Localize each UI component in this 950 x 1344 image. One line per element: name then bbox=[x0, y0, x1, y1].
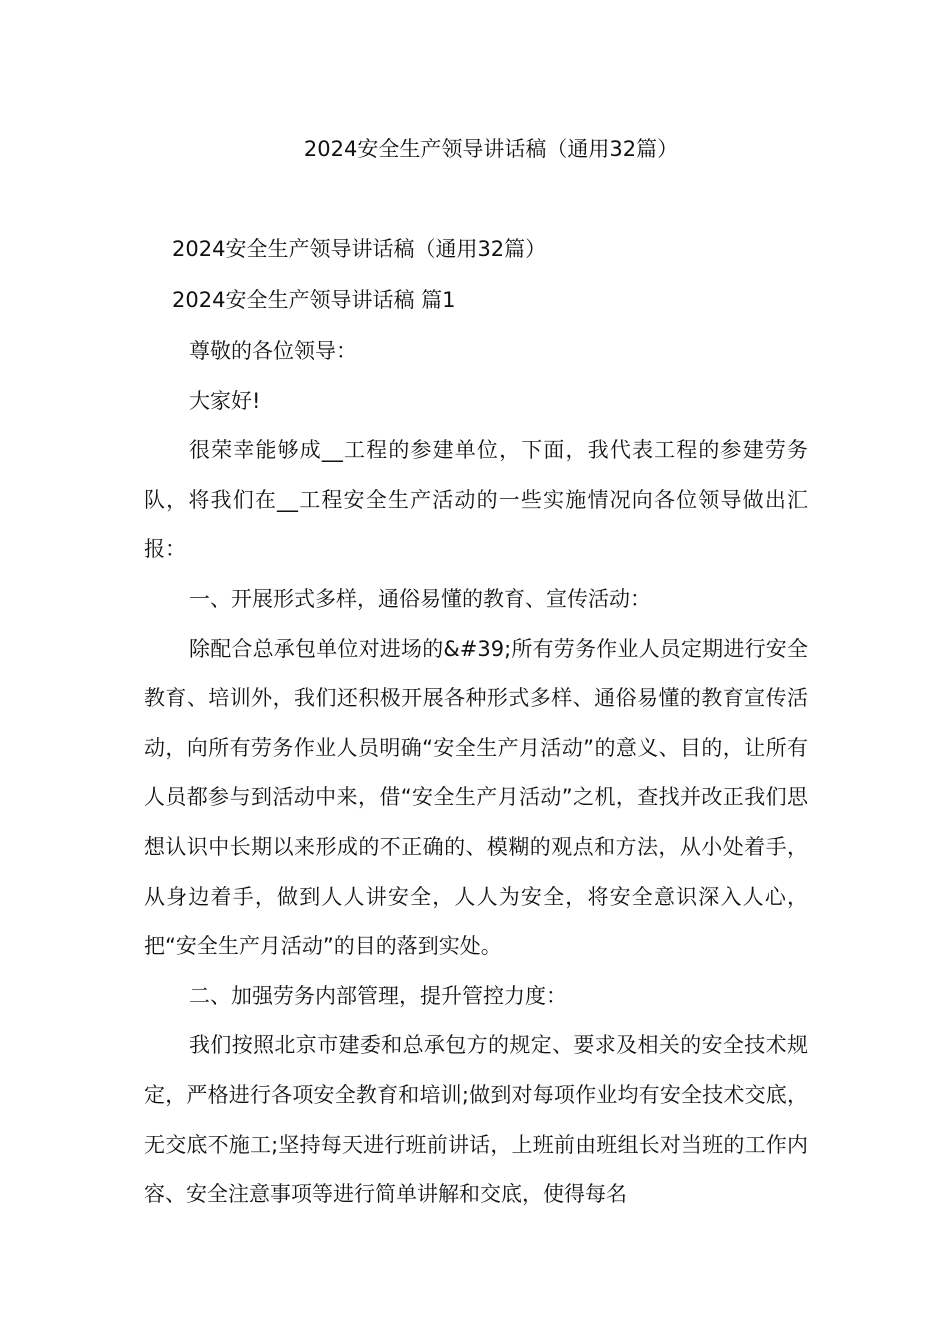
salutation-paragraph: 尊敬的各位领导： bbox=[189, 339, 357, 363]
document-body bbox=[144, 327, 808, 1220]
intro-paragraph: 很荣幸能够成__工程的参建单位，下面，我代表工程的参建劳务队，将我们在__工程安全生产活动的一些实施情况向各位领导做出汇报： bbox=[144, 438, 808, 562]
document-subtitle: 2024安全生产领导讲话稿（通用32篇） bbox=[172, 237, 547, 261]
point-one-paragraph: 除配合总承包单位对进场的&#39;所有劳务作业人员定期进行安全教育、培训外，我们还积极开展各种形式多样、通俗易懂的教育宣传活动，向所有劳务作业人员明确“安全生产月活动”的意义、目的，让所有人员都参与到活动中来，借“安全生产月活动”之机，查找并改正我们思想认识中长期以来形成的不正确的、模糊的观点和方法，从小处着手，从身边着手，做到人人讲安全，人人为安全，将安全意识深入人心，把“安全生产月活动”的目的落到实处。 bbox=[144, 636, 808, 959]
point-two-paragraph: 我们按照北京市建委和总承包方的规定、要求及相关的安全技术规定，严格进行各项安全教育和培训;做到对每项作业均有安全技术交底，无交底不施工;坚持每天进行班前讲话，上班前由班组长对当班的工作内容、安全注意事项等进行简单讲解和交底，使得每名 bbox=[144, 1033, 808, 1207]
document-title: 2024安全生产领导讲话稿（通用32篇） bbox=[303, 137, 679, 161]
section-heading: 2024安全生产领导讲话稿 篇1 bbox=[172, 288, 456, 312]
point-two-heading: 二、加强劳务内部管理，提升管控力度： bbox=[189, 983, 567, 1008]
point-one-heading: 一、开展形式多样，通俗易懂的教育、宣传活动： bbox=[189, 586, 651, 611]
greeting-paragraph: 大家好! bbox=[189, 388, 261, 413]
